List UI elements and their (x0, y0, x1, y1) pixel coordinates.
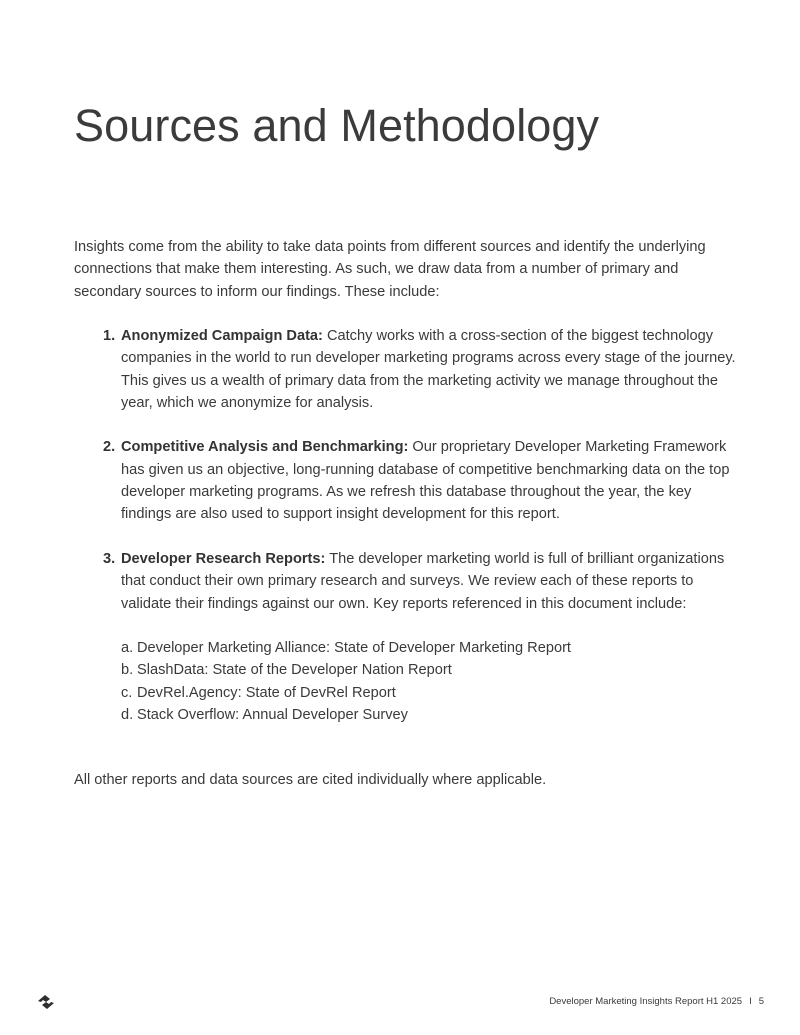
report-title: DevRel.Agency: State of DevRel Report (137, 684, 396, 701)
source-heading: Competitive Analysis and Benchmarking: (121, 439, 409, 456)
report-letter: a. (121, 640, 134, 657)
closing-paragraph: All other reports and data sources are cited individually where applicable. (74, 772, 547, 788)
source-number: 2. (103, 439, 116, 456)
source-item-competitive-analysis (103, 436, 743, 525)
report-letter: c. (121, 684, 133, 701)
report-item (121, 704, 743, 726)
footer-separator: I (749, 996, 752, 1007)
source-item-campaign-data (103, 325, 743, 414)
source-item-research-reports (103, 548, 743, 726)
sources-list (103, 325, 743, 726)
intro-paragraph: Insights come from the ability to take data points from different sources and identify the underlying connections that make them interesting. As such, we draw data from a number of primary and secondary sources to inform our findings. These include: (74, 239, 706, 300)
report-letter: d. (121, 707, 134, 724)
report-title: Developer Marketing Alliance: State of Developer Marketing Report (137, 640, 571, 657)
report-item (121, 682, 743, 704)
catchy-logo-icon (36, 993, 56, 1011)
source-heading: Developer Research Reports: (121, 550, 326, 567)
source-description: The developer marketing world is full of brilliant organizations that conduct their own primary research and surveys. We review each of these reports to validate their findings against our own. Key reports referenced in this document include: (121, 550, 725, 612)
report-item (121, 637, 743, 659)
page-footer (549, 996, 764, 1008)
source-number: 3. (103, 550, 116, 567)
report-letter: b. (121, 662, 134, 679)
report-title: SlashData: State of the Developer Nation Report (137, 662, 452, 679)
source-description: Our proprietary Developer Marketing Framework has given us an objective, long-running database of competitive benchmarking data on the top developer marketing programs. As we refresh this database throughout the year, the key findings are also used to support insight development for this report. (121, 439, 730, 523)
source-heading: Anonymized Campaign Data: (121, 328, 323, 344)
report-title: Stack Overflow: Annual Developer Survey (137, 707, 408, 724)
page-title: Sources and Methodology (74, 100, 600, 151)
page-number: 5 (758, 996, 764, 1007)
source-description: Catchy works with a cross-section of the biggest technology companies in the world to run developer marketing programs across every stage of the journey. This gives us a wealth of primary data from the marketing activity we manage throughout the year, which we anonymize for analysis. (121, 328, 736, 411)
report-item (121, 659, 743, 681)
source-number: 1. (103, 328, 116, 344)
footer-report-title: Developer Marketing Insights Report H1 2025 (549, 996, 743, 1007)
reports-list (121, 637, 743, 726)
